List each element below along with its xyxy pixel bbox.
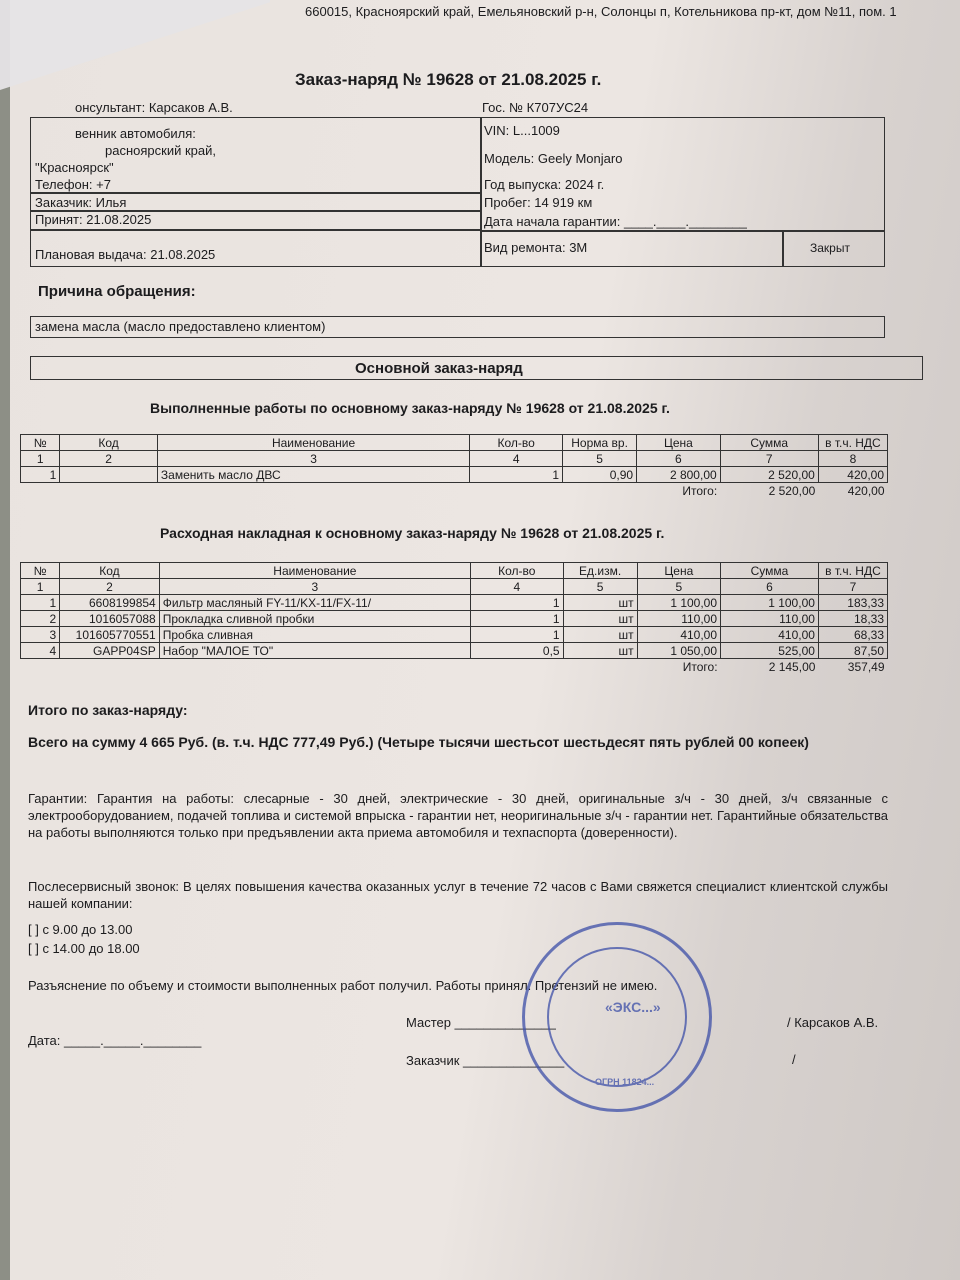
table-cell: 1: [470, 467, 563, 483]
table-cell: 2 800,00: [637, 467, 721, 483]
main-order-title: Основной заказ-наряд: [355, 360, 523, 377]
company-stamp: [522, 922, 712, 1112]
column-header: №: [21, 435, 60, 451]
call-slot-afternoon[interactable]: [ ] с 14.00 до 18.00: [28, 941, 140, 956]
column-header: Наименование: [159, 563, 470, 579]
column-number: 6: [637, 451, 721, 467]
table-cell: 410,00: [721, 627, 819, 643]
table-row: [21, 595, 888, 611]
column-header: Кол-во: [471, 563, 564, 579]
table-row: [21, 611, 888, 627]
summary-label: Итого по заказ-наряду:: [28, 702, 188, 718]
consultant: онсультант: Карсаков А.В.: [75, 100, 233, 115]
warranty-text: Гарантии: Гарантия на работы: слесарные - 30 дней, электрические - 30 дней, оригинальные з/ч - 30 дней, з/ч связанные с электрооборудованием, подачей топлива и системой впрыска - гарантии нет, неоригинальные з/ч - гарантии нет. Гарантийные обязательства на работы выполняются только при предъявлении акта приема автомобиля и техпаспорта (доверенности).: [28, 791, 888, 840]
table-cell: 1 100,00: [637, 595, 720, 611]
summary-text: Всего на сумму 4 665 Руб. (в. т.ч. НДС 777,49 Руб.) (Четыре тысячи шестьсот шестьдесят пять рублей 00 копеек): [28, 734, 809, 750]
column-header: Код: [60, 563, 160, 579]
table-cell: 2 520,00: [720, 467, 818, 483]
column-header: Цена: [637, 435, 721, 451]
service-address: 660015, Красноярский край, Емельяновский р-н, Солонцы п, Котельникова пр-кт, дом №11, пом. 1: [305, 4, 897, 19]
column-number: 5: [563, 451, 637, 467]
model: Модель: Geely Monjaro: [484, 151, 623, 166]
table-cell: Набор "МАЛОЕ ТО": [159, 643, 470, 659]
parts-table: [20, 562, 888, 675]
table-cell: 18,33: [818, 611, 887, 627]
column-number: 4: [470, 451, 563, 467]
column-number: 3: [159, 579, 470, 595]
table-cell: 420,00: [818, 467, 887, 483]
table-cell: шт: [563, 611, 637, 627]
acceptance-text: Разъяснение по объему и стоимости выполненных работ получил. Работы принял. Претензий не имею.: [28, 978, 658, 993]
column-number: 1: [21, 451, 60, 467]
table-row: [21, 467, 888, 483]
table-cell: 1016057088: [60, 611, 160, 627]
customer-signature: Заказчик ______________: [406, 1053, 565, 1068]
column-number: 3: [157, 451, 469, 467]
mileage: Пробег: 14 919 км: [484, 195, 593, 210]
total-vat: 420,00: [847, 483, 885, 498]
column-number: 7: [720, 451, 818, 467]
table-cell: 3: [21, 627, 60, 643]
order-title: Заказ-наряд № 19628 от 21.08.2025 г.: [295, 70, 602, 89]
table-cell: 110,00: [637, 611, 720, 627]
owner-region: расноярский край,: [105, 143, 216, 158]
table-cell: 410,00: [637, 627, 720, 643]
table-cell: Прокладка сливной пробки: [159, 611, 470, 627]
master-name: / Карсаков А.В.: [787, 1015, 879, 1030]
column-header: в т.ч. НДС: [818, 435, 887, 451]
column-number: 2: [60, 451, 158, 467]
column-header: Кол-во: [470, 435, 563, 451]
table-cell: Фильтр масляный FY-11/KX-11/FX-11/: [159, 595, 470, 611]
table-cell: 6608199854: [60, 595, 160, 611]
total-vat: 357,49: [847, 659, 885, 674]
column-header: Сумма: [721, 563, 819, 579]
table-cell: 1 050,00: [637, 643, 720, 659]
column-number: 4: [471, 579, 564, 595]
column-number: 8: [818, 451, 887, 467]
repair-type: Вид ремонта: 3М: [484, 240, 588, 255]
works-table: [20, 434, 888, 499]
table-cell: 87,50: [818, 643, 887, 659]
works-title: Выполненные работы по основному заказ-наряду № 19628 от 21.08.2025 г.: [150, 400, 670, 416]
owner: венник автомобиля:: [75, 126, 196, 141]
table-cell: 2: [21, 611, 60, 627]
table-cell: 1: [21, 467, 60, 483]
table-row: [21, 643, 888, 659]
table-cell: 101605770551: [60, 627, 160, 643]
call-slot-morning[interactable]: [ ] с 9.00 до 13.00: [28, 922, 133, 937]
table-cell: 68,33: [818, 627, 887, 643]
table-cell: Пробка сливная: [159, 627, 470, 643]
column-header: Норма вр.: [563, 435, 637, 451]
total-sum: 2 145,00: [768, 659, 816, 674]
accepted-date: Принят: 21.08.2025: [35, 212, 152, 227]
warranty-start: Дата начала гарантии: ____.____.________: [484, 214, 747, 229]
year: Год выпуска: 2024 г.: [484, 177, 605, 192]
table-cell: 1: [471, 595, 564, 611]
column-header: Наименование: [157, 435, 469, 451]
customer-name: /: [792, 1052, 796, 1067]
vin: VIN: L...1009: [484, 123, 560, 138]
document-sheet: [10, 0, 960, 1280]
column-number: 5: [563, 579, 637, 595]
table-cell: шт: [563, 595, 637, 611]
master-signature: Мастер ______________: [406, 1015, 556, 1030]
column-header: Ед.изм.: [563, 563, 637, 579]
reason-label: Причина обращения:: [38, 283, 196, 300]
table-cell: шт: [563, 627, 637, 643]
table-row: [21, 627, 888, 643]
column-header: Цена: [637, 563, 720, 579]
table-cell: 0,5: [471, 643, 564, 659]
total-label: Итого:: [682, 483, 718, 498]
table-cell: 1: [21, 595, 60, 611]
customer: Заказчик: Илья: [35, 195, 127, 210]
column-number: 5: [637, 579, 720, 595]
parts-title: Расходная накладная к основному заказ-наряду № 19628 от 21.08.2025 г.: [160, 525, 665, 541]
table-cell: 183,33: [818, 595, 887, 611]
column-header: Сумма: [720, 435, 818, 451]
stamp-ogrn: ОГРН 11824...: [595, 1077, 655, 1087]
date-field: Дата: _____._____.________: [28, 1033, 202, 1048]
owner-city: "Красноярск": [35, 160, 114, 175]
stamp-name: «ЭКС...»: [605, 999, 661, 1015]
table-cell: 0,90: [563, 467, 637, 483]
column-number: 6: [721, 579, 819, 595]
table-cell: 1: [471, 611, 564, 627]
column-header: Код: [60, 435, 158, 451]
call-text: Послесервисный звонок: В целях повышения качества оказанных услуг в течение 72 часов с Вами свяжется специалист клиентской службы нашей компании:: [28, 879, 888, 911]
table-cell: 110,00: [721, 611, 819, 627]
column-number: 2: [60, 579, 160, 595]
table-cell: 4: [21, 643, 60, 659]
total-label: Итого:: [682, 659, 718, 674]
column-number: 1: [21, 579, 60, 595]
table-cell: GAPP04SP: [60, 643, 160, 659]
table-cell: Заменить масло ДВС: [157, 467, 469, 483]
table-cell: [60, 467, 158, 483]
table-cell: 1 100,00: [721, 595, 819, 611]
table-cell: шт: [563, 643, 637, 659]
table-cell: 1: [471, 627, 564, 643]
planned-date: Плановая выдача: 21.08.2025: [35, 247, 216, 262]
table-cell: 525,00: [721, 643, 819, 659]
reason-text: замена масла (масло предоставлено клиентом): [35, 319, 326, 334]
plate-number: Гос. № К707УС24: [482, 100, 589, 115]
status: Закрыт: [810, 241, 850, 255]
phone: Телефон: +7: [35, 177, 111, 192]
column-header: №: [21, 563, 60, 579]
column-header: в т.ч. НДС: [818, 563, 887, 579]
total-sum: 2 520,00: [768, 483, 816, 498]
column-number: 7: [818, 579, 887, 595]
